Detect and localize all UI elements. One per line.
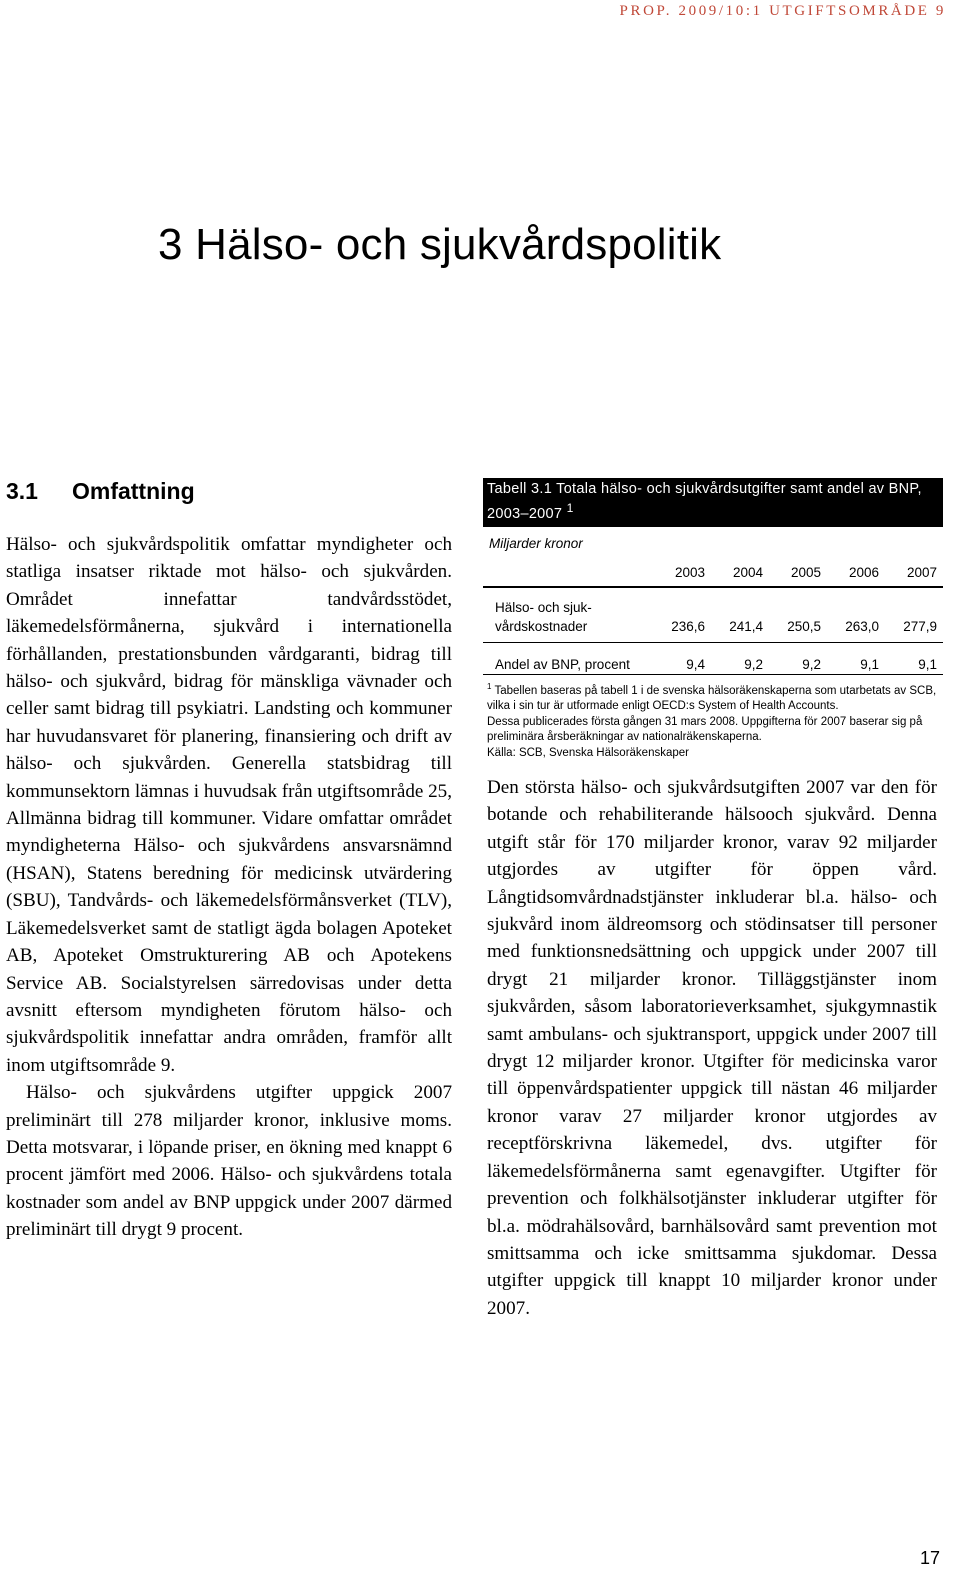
chapter-title: 3 Hälso- och sjukvårdspolitik xyxy=(158,220,722,269)
table-unit: Miljarder kronor xyxy=(489,535,583,551)
table-cell: 263,0 xyxy=(845,618,879,634)
page-number: 17 xyxy=(919,1548,940,1568)
section-heading xyxy=(6,478,195,505)
table-cell: 9,2 xyxy=(802,656,821,672)
section-title-text: Omfattning xyxy=(71,478,195,504)
header-year: 2007 xyxy=(906,564,937,580)
table-cell: 250,5 xyxy=(787,618,821,634)
running-head: PROP. 2009/10:1 UTGIFTSOMRÅDE 9 xyxy=(619,3,946,19)
table-3-1 xyxy=(483,478,943,762)
right-column xyxy=(487,774,937,1322)
table-cell: 9,4 xyxy=(686,656,705,672)
paragraph-largest-expenditure: Den största hälso- och sjukvårdsutgiften 2007 var den för botande och rehabiliterande hälsooch sjukvård. Denna utgift står för 170 miljarder kronor, varav 92 miljarder utgjordes av utgifter för öppen vård. Långtidsomvårdnadstjänster inkluderar bl.a. hälso- och sjukvård inom äldreomsorg och stödinsatser till personer med funktionsnedsättning och uppgick under 2007 till drygt 21 miljarder kronor. Tilläggstjänster inom sjukvården, såsom laboratorieverksamhet, sjukgymnastik samt ambulans- och sjuktransport, uppgick under 2007 till drygt 12 miljarder kronor. Utgifter för medicinska varor till öppenvårdspatienter uppgick till nästan 46 miljarder kronor varav 27 miljarder kronor utgjordes av receptförskrivna läkemedel, dvs. utgifter för läkemedelsförmånerna samt egenavgifter. Utgifter för prevention och folkhälsotjänster inkluderar utgifter för bl.a. mödrahälsovård, barnhälsovård samt prevention mot smittsamma och icke smittsamma sjukdomar. Dessa utgifter uppgick till knappt 10 miljarder kronor under 2007. xyxy=(487,777,937,1319)
header-label-cell xyxy=(483,557,647,587)
footnote-mark: 1 xyxy=(487,681,492,691)
row-label-line: vårdskostnader xyxy=(495,618,588,634)
table-caption xyxy=(483,478,943,527)
table-source: Källa: SCB, Svenska Hälsoräkenskaper xyxy=(487,747,689,760)
table-header-row xyxy=(483,557,943,587)
paragraph-expenditure: Hälso- och sjukvårdens utgifter uppgick 2007 preliminärt till 278 miljarder kronor, inklusive moms. Detta motsvarar, i löpande priser, en ökning med knappt 6 procent jämfört med 2006. Hälso- och sjukvårdens totala kostnader som andel av BNP uppgick under 2007 därmed preliminärt till drygt 9 procent. xyxy=(6,1082,452,1241)
data-table xyxy=(483,557,943,675)
table-caption-footnote-mark: 1 xyxy=(566,501,574,515)
table-row xyxy=(483,587,943,643)
table-cell: 241,4 xyxy=(729,618,763,634)
row-label-line: Hälso- och sjuk- xyxy=(495,599,592,615)
header-year: 2003 xyxy=(674,564,705,580)
table-cell: 236,6 xyxy=(671,618,705,634)
row-label: Andel av BNP, procent xyxy=(495,656,630,672)
left-column xyxy=(6,531,452,1244)
table-cell: 9,1 xyxy=(860,656,879,672)
footnote-text: Tabellen baseras på tabell 1 i de svenska hälsoräkenskaperna som utarbetats av SCB, vilka i sin tur är utformade enligt OECD:s System of Health Accounts. xyxy=(487,684,937,713)
table-footnote-continued: Dessa publicerades första gången 31 mars 2008. Uppgifterna för 2007 baserar sig på preliminära årsberäkningar av nationalräkenskaperna. xyxy=(487,715,923,744)
row-label xyxy=(483,587,647,643)
header-year: 2005 xyxy=(790,564,821,580)
table-row xyxy=(483,642,943,674)
table-cell: 9,2 xyxy=(744,656,763,672)
table-footnote xyxy=(487,679,943,715)
table-cell: 277,9 xyxy=(903,618,937,634)
section-number: 3.1 xyxy=(6,478,38,504)
header-year: 2004 xyxy=(732,564,763,580)
header-year: 2006 xyxy=(848,564,879,580)
table-cell: 9,1 xyxy=(918,656,937,672)
paragraph-scope: Hälso- och sjukvårdspolitik omfattar myndigheter och statliga insatser riktade mot hälso- och sjukvården. Området innefattar tandvårdsstödet, läkemedelsförmånerna, sjukvård i internationella förhållanden, prestationsbunden vårdgaranti, bidrag till hälso- och sjukvård, bidrag för mänskliga vävnader och celler samt bidrag till psykiatri. Landsting och kommuner har huvudansvaret för planering, finansiering och drift av hälso- och sjukvården. Generella statsbidrag till kommunsektorn lämnas i huvudsak från utgiftsområde 25, Allmänna bidrag till kommuner. Vidare omfattar området myndigheterna Hälso- och sjukvårdens ansvarsnämnd (HSAN), Statens beredning för medicinsk utvärdering (SBU), Tandvårds- och läkemedelsförmånsverket (TLV), Läkemedelsverket samt de statligt ägda bolagen Apoteket AB, Apoteket Omstrukturering AB och Apotekens Service AB. Socialstyrelsen särredovisas under detta avsnitt eftersom myndigheten förutom hälso- och sjukvårdspolitik innefattar andra områden, framför allt inom utgiftsområde 9. xyxy=(6,534,452,1076)
table-notes xyxy=(487,679,943,762)
table-caption-text: Tabell 3.1 Totala hälso- och sjukvårdsutgifter samt andel av BNP, 2003–2007 xyxy=(487,481,922,522)
